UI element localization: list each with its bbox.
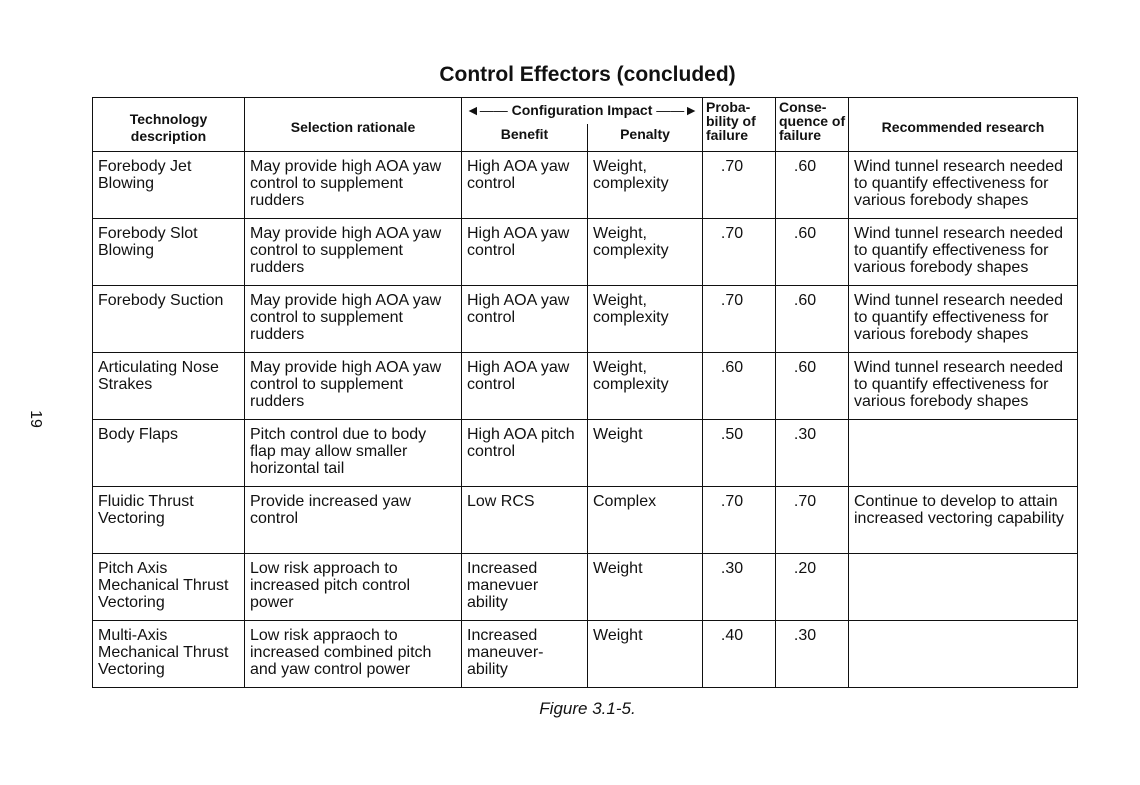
research-cell <box>849 621 1078 688</box>
consequence-cell: .70 <box>776 487 849 554</box>
arrow-left-icon: ◄—— <box>465 102 508 118</box>
rationale-cell: Pitch control due to body flap may allow smaller horizontal tail <box>245 420 462 487</box>
research-cell: Continue to develop to attain increased vectoring capability <box>849 487 1078 554</box>
arrow-right-icon: ——► <box>656 102 699 118</box>
penalty-cell: Weight, complexity <box>588 353 703 420</box>
rationale-cell: Provide increased yaw control <box>245 487 462 554</box>
benefit-cell: Increased maneuver- ability <box>462 621 588 688</box>
penalty-cell: Weight, complexity <box>588 219 703 286</box>
rationale-cell: May provide high AOA yaw control to supplement rudders <box>245 152 462 219</box>
rationale-cell: Low risk approach to increased pitch control power <box>245 554 462 621</box>
probability-cell: .30 <box>703 554 776 621</box>
research-cell: Wind tunnel research needed to quantify effectiveness for various forebody shapes <box>849 219 1078 286</box>
probability-cell: .70 <box>703 152 776 219</box>
table-row <box>93 554 1078 621</box>
consequence-cell: .60 <box>776 219 849 286</box>
control-effectors-table <box>92 97 1078 688</box>
benefit-cell: High AOA yaw control <box>462 219 588 286</box>
table-row <box>93 487 1078 554</box>
consequence-cell: .20 <box>776 554 849 621</box>
penalty-cell: Weight <box>588 621 703 688</box>
consequence-cell: .60 <box>776 353 849 420</box>
consequence-cell: .60 <box>776 286 849 353</box>
probability-cell: .70 <box>703 487 776 554</box>
probability-cell: .50 <box>703 420 776 487</box>
penalty-cell: Complex <box>588 487 703 554</box>
consequence-cell: .30 <box>776 420 849 487</box>
technology-cell: Forebody Suction <box>93 286 245 353</box>
research-cell: Wind tunnel research needed to quantify effectiveness for various forebody shapes <box>849 286 1078 353</box>
research-cell <box>849 554 1078 621</box>
probability-cell: .70 <box>703 219 776 286</box>
benefit-cell: High AOA pitch control <box>462 420 588 487</box>
technology-cell: Fluidic Thrust Vectoring <box>93 487 245 554</box>
table-row <box>93 152 1078 219</box>
probability-cell: .70 <box>703 286 776 353</box>
technology-cell: Forebody Slot Blowing <box>93 219 245 286</box>
header-consequence-of-failure: Conse- quence of failure <box>776 98 849 152</box>
table-row <box>93 219 1078 286</box>
research-cell: Wind tunnel research needed to quantify effectiveness for various forebody shapes <box>849 353 1078 420</box>
probability-cell: .40 <box>703 621 776 688</box>
consequence-cell: .60 <box>776 152 849 219</box>
header-selection-rationale: Selection rationale <box>245 98 462 152</box>
header-configuration-impact: ◄—— Configuration Impact ——► <box>462 98 703 124</box>
research-cell: Wind tunnel research needed to quantify effectiveness for various forebody shapes <box>849 152 1078 219</box>
penalty-cell: Weight, complexity <box>588 286 703 353</box>
table-row <box>93 353 1078 420</box>
technology-cell: Pitch Axis Mechanical Thrust Vectoring <box>93 554 245 621</box>
benefit-cell: High AOA yaw control <box>462 286 588 353</box>
table-row <box>93 420 1078 487</box>
rationale-cell: Low risk appraoch to increased combined pitch and yaw control power <box>245 621 462 688</box>
header-recommended-research: Recommended research <box>849 98 1078 152</box>
technology-cell: Articulating Nose Strakes <box>93 353 245 420</box>
benefit-cell: Increased manevuer ability <box>462 554 588 621</box>
penalty-cell: Weight <box>588 420 703 487</box>
benefit-cell: High AOA yaw control <box>462 353 588 420</box>
table-row <box>93 621 1078 688</box>
rationale-cell: May provide high AOA yaw control to supplement rudders <box>245 219 462 286</box>
page-title: Control Effectors (concluded) <box>439 63 736 86</box>
page-number: 19 <box>26 410 44 428</box>
technology-cell: Multi-Axis Mechanical Thrust Vectoring <box>93 621 245 688</box>
penalty-cell: Weight <box>588 554 703 621</box>
technology-cell: Forebody Jet Blowing <box>93 152 245 219</box>
benefit-cell: High AOA yaw control <box>462 152 588 219</box>
consequence-cell: .30 <box>776 621 849 688</box>
figure-caption: Figure 3.1-5. <box>539 699 636 718</box>
table-row <box>93 286 1078 353</box>
rationale-cell: May provide high AOA yaw control to supplement rudders <box>245 353 462 420</box>
probability-cell: .60 <box>703 353 776 420</box>
header-penalty: Penalty <box>588 124 703 152</box>
header-probability-of-failure: Proba- bility of failure <box>703 98 776 152</box>
header-technology: Technology description <box>93 98 245 152</box>
header-benefit: Benefit <box>462 124 588 152</box>
research-cell <box>849 420 1078 487</box>
benefit-cell: Low RCS <box>462 487 588 554</box>
technology-cell: Body Flaps <box>93 420 245 487</box>
penalty-cell: Weight, complexity <box>588 152 703 219</box>
rationale-cell: May provide high AOA yaw control to supplement rudders <box>245 286 462 353</box>
